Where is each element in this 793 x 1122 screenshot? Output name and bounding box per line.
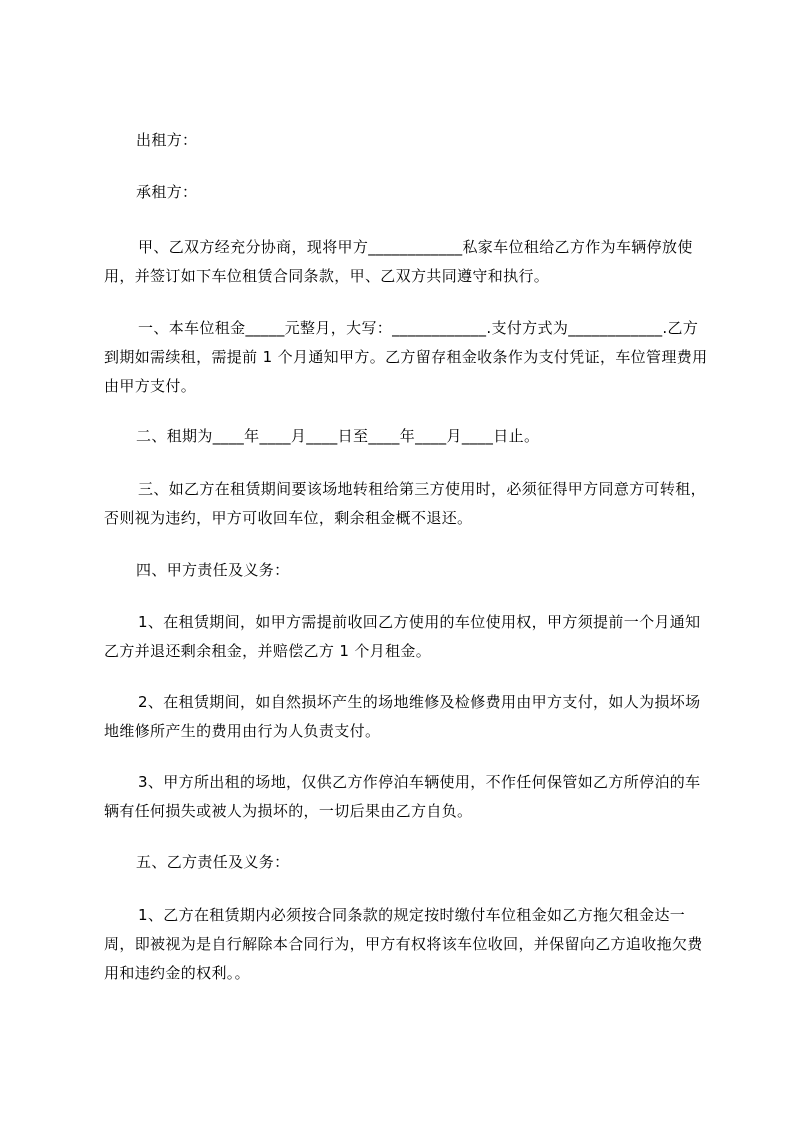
lessor-label: 出租方： [136,131,198,149]
clause-3-sublease: 三、如乙方在租赁期间要该场地转租给第三方使用时，必须征得甲方同意方可转租，否则视为违约，甲方可收回车位，剩余租金概不退还。 [104,480,706,527]
clause-2-term: 二、租期为____年____月____日至____年____月____日止。 [136,427,540,445]
lessee-label: 承租方： [136,183,198,201]
clause-4-item-1: 1、在租赁期间，如甲方需提前收回乙方使用的车位使用权，甲方须提前一个月通知乙方并退还剩余租金，并赔偿乙方 1 个月租金。 [104,613,701,660]
clause-4-heading: 四、甲方责任及义务： [136,561,290,579]
clause-1-rent: 一、本车位租金_____元整月，大写：____________.支付方式为____________.乙方到期如需续租，需提前 1 个月通知甲方。乙方留存租金收条作为支付凭证，车位管理费用由甲方支付。 [104,319,708,395]
clause-5-item-1: 1、乙方在租赁期内必须按合同条款的规定按时缴付车位租金如乙方拖欠租金达一周，即被视为是自行解除本合同行为，甲方有权将该车位收回，并保留向乙方追收拖欠费用和违约金的权利。。 [104,906,703,982]
intro-paragraph: 甲、乙双方经充分协商，现将甲方____________私家车位租给乙方作为车辆停放使用，并签订如下车位租赁合同条款，甲、乙双方共同遵守和执行。 [104,238,693,285]
clause-4-item-2: 2、在租赁期间，如自然损坏产生的场地维修及检修费用由甲方支付，如人为损坏场地维修所产生的费用由行为人负责支付。 [104,693,701,740]
clause-5-heading: 五、乙方责任及义务： [136,853,290,871]
clause-4-item-3: 3、甲方所出租的场地，仅供乙方作停泊车辆使用，不作任何保管如乙方所停泊的车辆有任何损失或被人为损坏的，一切后果由乙方自负。 [104,773,701,820]
